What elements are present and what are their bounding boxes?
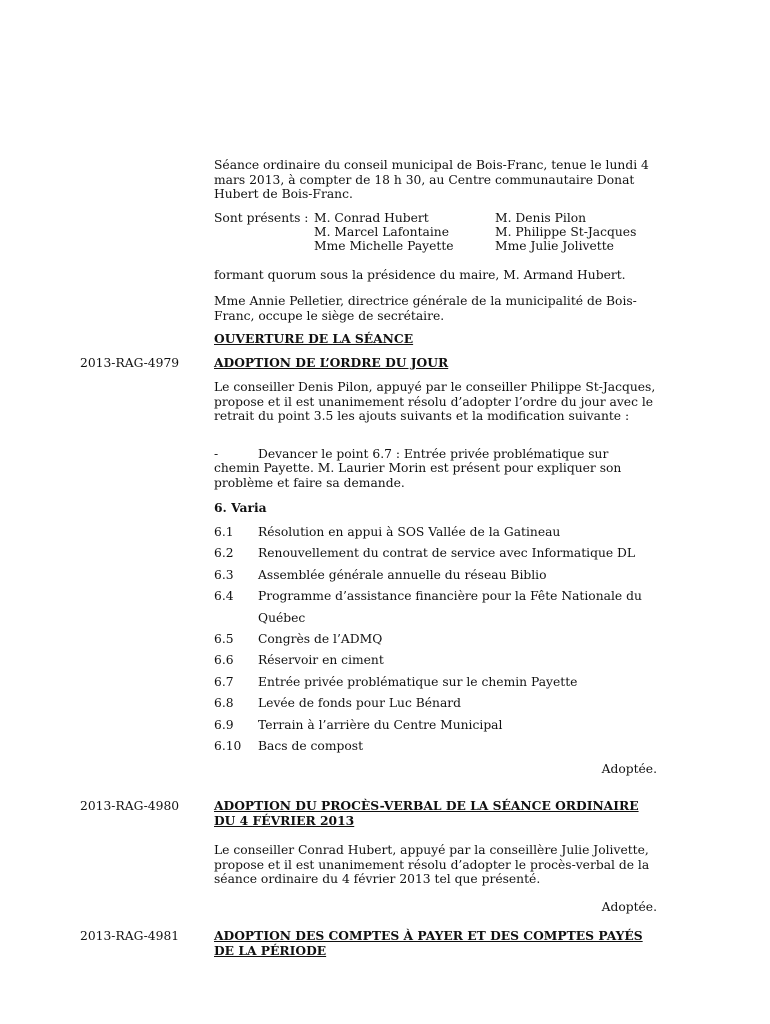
- presents-col2-2: Mme Julie Jolivette: [495, 239, 614, 253]
- varia-item-num: 6.8: [214, 696, 234, 710]
- varia-item-text: Résolution en appui à SOS Vallée de la Gatineau: [258, 525, 561, 539]
- varia-item-text: Réservoir en ciment: [258, 653, 384, 667]
- quorum-text: formant quorum sous la présidence du maire, M. Armand Hubert.: [214, 268, 626, 282]
- varia-item-text: Bacs de compost: [258, 739, 364, 753]
- varia-item-num: 6.7: [214, 675, 234, 689]
- varia-item-text: Entrée privée problématique sur le chemin Payette: [258, 675, 578, 689]
- meeting-intro: Séance ordinaire du conseil municipal de Bois-Franc, tenue le lundi 4 mars 2013, à compter de 18 h 30, au Centre communautaire Donat Hubert de Bois-Franc.: [214, 158, 649, 201]
- resolution-ref-4980: 2013-RAG-4980: [80, 799, 180, 813]
- varia-item-text: Levée de fonds pour Luc Bénard: [258, 696, 462, 710]
- varia-item-num: 6.10: [214, 739, 242, 753]
- varia-item-num: 6.4: [214, 589, 234, 603]
- secretary-text: Mme Annie Pelletier, directrice générale de la municipalité de Bois-Franc, occupe le siège de secrétaire.: [214, 294, 637, 323]
- resolution-ref-4979: 2013-RAG-4979: [80, 356, 180, 370]
- varia-item-num: 6.9: [214, 718, 234, 732]
- varia-item-text-cont: Québec: [258, 611, 306, 625]
- presents-col1-2: Mme Michelle Payette: [314, 239, 454, 253]
- varia-item-text: Assemblée générale annuelle du réseau Biblio: [258, 568, 547, 582]
- presents-col2-1: M. Philippe St-Jacques: [495, 225, 637, 239]
- varia-heading: 6. Varia: [214, 500, 267, 515]
- varia-item-text: Congrès de l’ADMQ: [258, 632, 383, 646]
- resolution-ref-4981: 2013-RAG-4981: [80, 929, 180, 943]
- varia-item-num: 6.5: [214, 632, 234, 646]
- varia-item-num: 6.6: [214, 653, 234, 667]
- resolution-body-4980: Le conseiller Conrad Hubert, appuyé par la conseillère Julie Jolivette, propose et il est unanimement résolu d’adopter le procès-verbal de la séance ordinaire du 4 février 2013 tel que présenté.: [214, 843, 650, 886]
- presents-label: Sont présents :: [214, 211, 309, 225]
- varia-item-text: Programme d’assistance financière pour la Fête Nationale du: [258, 589, 642, 603]
- resolution-body-4979: Le conseiller Denis Pilon, appuyé par le conseiller Philippe St-Jacques, propose et il est unanimement résolu d’adopter l’ordre du jour avec le retrait du point 3.5 les ajouts suivants et la modification suivante :: [214, 380, 656, 423]
- presents-col2-0: M. Denis Pilon: [495, 211, 587, 225]
- presents-col1-1: M. Marcel Lafontaine: [314, 225, 449, 239]
- varia-item-num: 6.2: [214, 546, 234, 560]
- resolution-title-4979: ADOPTION DE L’ORDRE DU JOUR: [214, 355, 449, 370]
- resolution-title-4980: ADOPTION DU PROCÈS-VERBAL DE LA SÉANCE ORDINAIRE DU 4 FÉVRIER 2013: [214, 798, 639, 828]
- varia-item-text: Terrain à l’arrière du Centre Municipal: [258, 718, 503, 732]
- section-ouverture: OUVERTURE DE LA SÉANCE: [214, 331, 414, 346]
- dash-bullet: -: [214, 447, 219, 461]
- resolution-title-4981: ADOPTION DES COMPTES À PAYER ET DES COMPTES PAYÉS DE LA PÉRIODE: [214, 928, 643, 958]
- varia-item-text: Renouvellement du contrat de service avec Informatique DL: [258, 546, 636, 560]
- varia-item-num: 6.3: [214, 568, 234, 582]
- presents-col1-0: M. Conrad Hubert: [314, 211, 429, 225]
- adopted-label: Adoptée.: [601, 900, 657, 914]
- dash-continuation: chemin Payette. M. Laurier Morin est présent pour expliquer son problème et faire sa demande.: [214, 461, 622, 490]
- dash-text: Devancer le point 6.7 : Entrée privée problématique sur: [258, 447, 609, 461]
- adopted-label: Adoptée.: [601, 762, 657, 776]
- varia-item-num: 6.1: [214, 525, 234, 539]
